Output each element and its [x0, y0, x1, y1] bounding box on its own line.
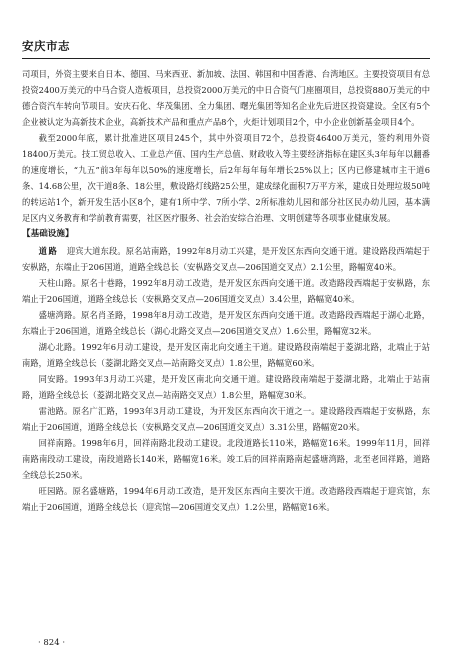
road-paragraph: 天柱山路。原名十巷路，1992年8月动工改造，是开发区东西向交通干道。改造路段西端起于安枞路，东端止于206国道，道路全线总长（安枞路交叉点—206国道交叉点）3.4公里，路幅宽40米。 — [22, 277, 430, 304]
section-title: 【基础设施】 — [22, 229, 74, 240]
page-body — [22, 66, 430, 515]
road-paragraph — [22, 243, 430, 275]
road-text: 迎宾大道东段。原名站南路，1992年8月动工兴建，是开发区东西向交通干道。建设路段西端起于安枞路，东端止于206国道，道路全线总长（安枞路交叉点—206国道交叉点）2.1公里，路幅宽40米。 — [22, 245, 430, 272]
road-paragraph: 盛塘湾路。原名肖圣路，1998年8月动工改造，是开发区东西向交通干道。改造路段西端起于湖心北路，东端止于206国道，道路全线总长（湖心北路交叉点—206国道交叉点）1.6公里，路幅宽32米。 — [22, 309, 430, 336]
road-paragraph: 同安路。1993年3月动工兴建，是开发区南北向交通干道。建设路段南端起于菱湖北路，北端止于站南路，道路全线总长（菱湖北路交叉点—站南路交叉点）1.8公里，路幅宽30米。 — [22, 373, 430, 400]
page-header — [22, 38, 430, 54]
road-paragraph: 湖心北路。1992年6月动工建设，是开发区南北向交通主干道。建设路段南端起于菱湖北路，北端止于站南路，道路全线总长（菱湖北路交叉点—站南路交叉点）1.8公里，路幅宽60米。 — [22, 341, 430, 368]
road-paragraph: 旺园路。原名盛塘路，1994年6月动工改造，是开发区东西向主要次干道。改造路段西端起于迎宾馆，东端止于206国道，道路全线总长（迎宾馆—206国道交叉点）1.2公里，路幅宽16米。 — [22, 486, 430, 513]
intro-paragraph-1: 司项目，外资主要来自日本、德国、马来西亚、新加坡、法国、韩国和中国香港、台湾地区。主要投资项目有总投资2400万美元的中马合资人造板项目，总投资2000万美元的中日合资气门座圈项目，总投资880万美元的中德合资汽车转向节项目。安庆石化、华茂集团、全力集团、曙光集团等知名企业先后进区投资建设。全区有5个企业被认定为高新技术企业，高新技术产品和重点产品8个，火炬计划项目2个，中小企业创新基金项目4个。 — [22, 69, 430, 128]
road-paragraph: 回祥南路。1998年6月，回祥南路北段动工建设。北段道路长110米，路幅宽16米。1999年11月，回祥南路南段动工建设，南段道路长140米，路幅宽16米。竣工后的回祥南路南起盛塘湾路，北至老回祥路，道路全线总长250米。 — [22, 438, 430, 481]
header-title: 安庆市志 — [22, 39, 70, 53]
road-paragraph: 雷池路。原名广汇路，1993年3月动工建设，为开发区东西向次干道之一。建设路段西端起于安枞路，东端止于206国道，道路全线总长（安枞路交叉点—206国道交叉点）3.31公里，路幅宽20米。 — [22, 405, 430, 433]
road-lead-label: 道路 — [38, 245, 59, 256]
header-rule — [22, 58, 430, 59]
page-number: · 824 · — [38, 638, 66, 648]
intro-paragraph-2: 截至2000年底，累计批准进区项目245个，其中外资项目72个，总投资46400万美元，签约利用外资18400万美元。技工贸总收入、工业总产值、国内生产总值、财政收入等主要经济指标在建区头3年每年以翻番的速度增长，“九五”前3年每年以50%的速度增长，后2年每年每年增长25%以上；区内已修建城市主干道6条、14.68公里，次干道8条、18公里，敷设路灯线路25公里，建成绿化面积7万平方米，建成日处理垃圾50吨的转运站1个，新开发生活小区8个，建有1所中学、7所小学、2所标准幼儿园和部分社区民办幼儿园，基本满足区内义务教育和学前教育需要，社区医疗服务、社会治安综合治理、文明创建等各项事业健康发展。 — [22, 133, 430, 224]
